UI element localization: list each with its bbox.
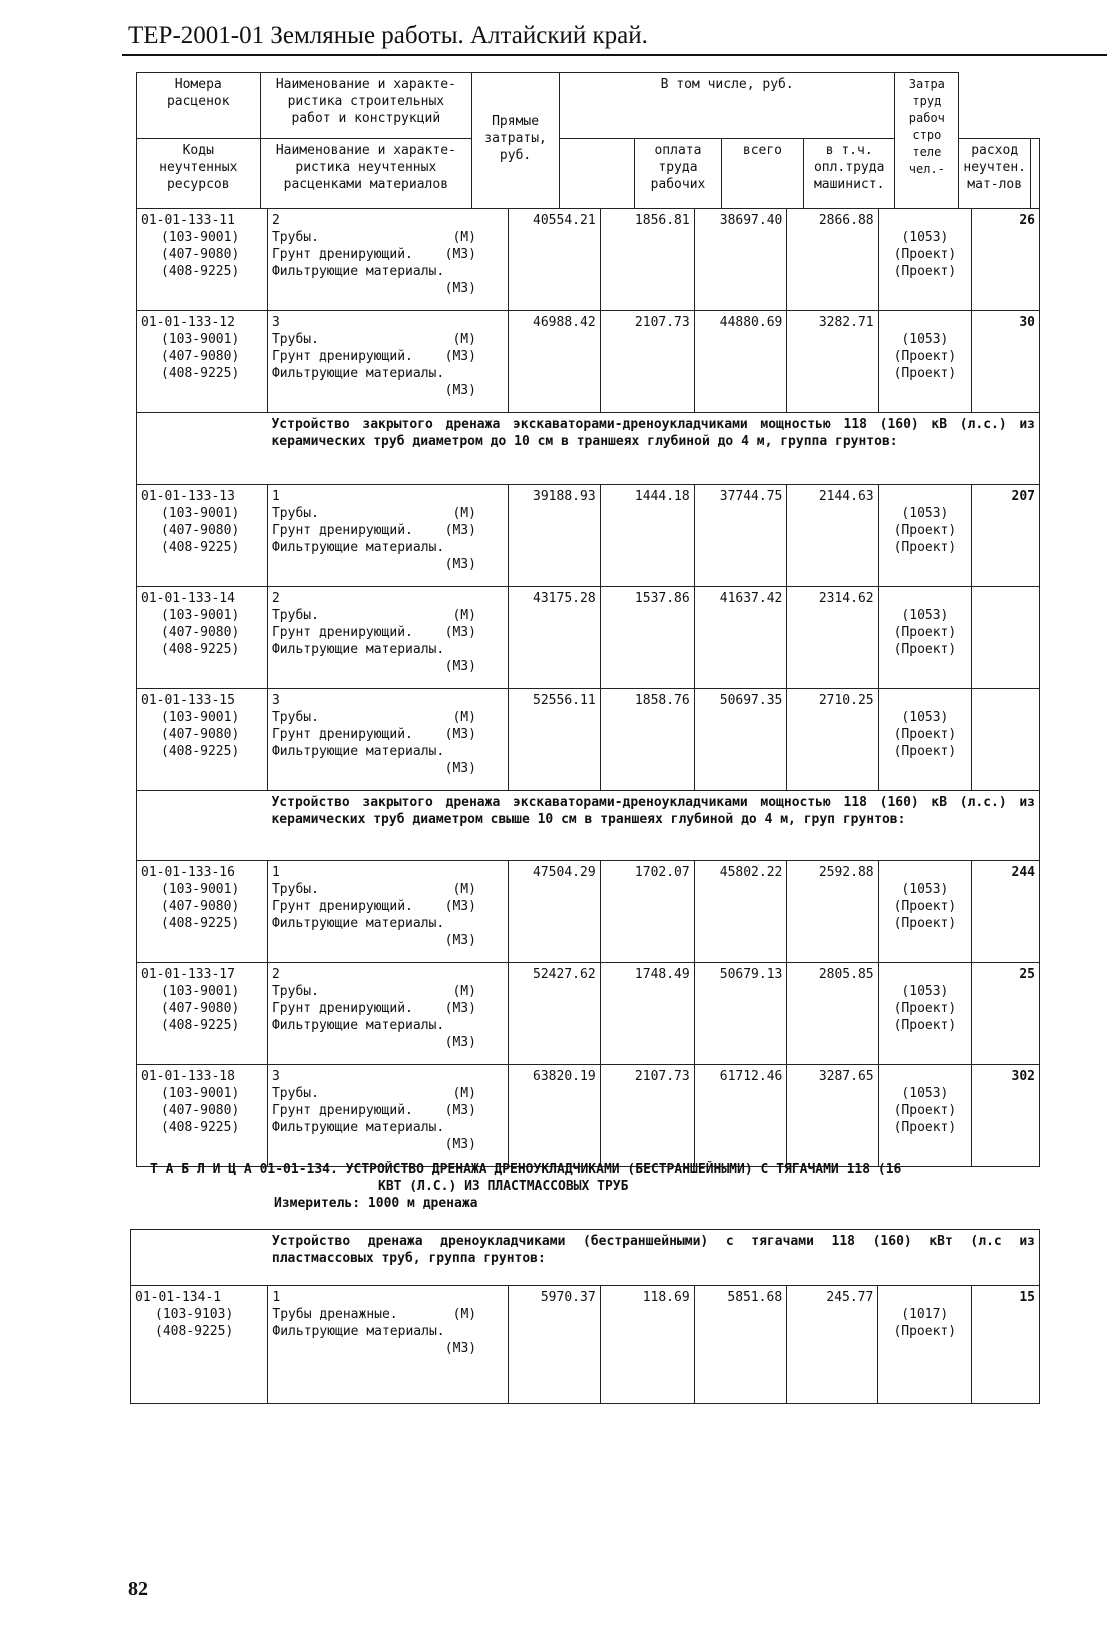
col-header-materials-name: Наименование и характе-ристика неучтенных расценками материалов [260,139,472,209]
soil-group: 2 [271,967,280,982]
material-line [272,331,504,348]
table-row [137,209,1040,311]
value-machines: 38697.40 [694,209,787,311]
page-number: 82 [128,1578,148,1600]
col-header-resource-codes: Коды неучтенных ресурсов [137,139,261,209]
material-unit: (М) [452,506,476,521]
material-unit: (М) [452,332,476,347]
materials-usage-cell [878,587,972,689]
resource-code: (103-9103) [155,1307,234,1322]
material-unit: (М3) [444,349,476,364]
resource-code: (103-9001) [161,710,240,725]
material-line [272,983,504,1000]
resource-code: (103-9001) [161,984,240,999]
soil-group: 1 [272,1290,281,1305]
materials-usage: (1053) [901,1086,949,1101]
rate-code: 01-01-133-16 [141,865,235,880]
value-labor-cost [972,587,1040,689]
value-direct: 47504.29 [508,861,600,963]
materials-usage: (Проект) [893,366,957,381]
value-machinist: 3287.65 [787,1065,878,1167]
table-row [137,1065,1040,1167]
value-labor: 1748.49 [600,963,694,1065]
col-header-labor: оплата труда рабочих [635,139,722,209]
material-name: Грунт дренирующий. [271,523,413,538]
material-unit: (М3) [444,1001,476,1016]
material-line [272,1102,504,1119]
caption-line-2: КВТ (Л.С.) ИЗ ПЛАСТМАССОВЫХ ТРУБ [378,1179,629,1194]
resource-code: (408-9225) [161,366,240,381]
resource-code: (408-9225) [161,642,240,657]
resource-code: (408-9225) [161,1120,240,1135]
value-machinist: 2592.88 [787,861,878,963]
value-labor: 2107.73 [600,311,694,413]
material-unit: (М) [452,882,476,897]
material-name: Трубы. [271,332,319,347]
materials-usage: (1053) [901,506,949,521]
table-row [137,311,1040,413]
material-unit: (М3) [444,247,476,262]
material-unit: (М3) [444,899,476,914]
col-header-labor-cost-cont [1031,139,1040,209]
rate-code-cell [137,1065,268,1167]
table-row [137,485,1040,587]
material-line [272,1306,504,1323]
material-unit: (М3) [444,1341,477,1356]
table-row [137,861,1040,963]
value-machines: 45802.22 [694,861,787,963]
work-description-cell [267,689,508,791]
materials-usage: (1053) [901,230,949,245]
material-name: Трубы. [271,230,319,245]
value-direct: 5970.37 [509,1286,601,1404]
value-machines: 44880.69 [694,311,787,413]
rate-code: 01-01-133-18 [141,1069,235,1084]
value-machinist: 2710.25 [787,689,878,791]
resource-code: (103-9001) [161,1086,240,1101]
material-line [272,522,504,539]
value-labor-cost [972,689,1040,791]
section-title-ceramic-over-10: Устройство закрытого дренажа экскаваторами-дреноукладчиками мощностью 118 (160) кВ (л.с.) из керамических труб диаметром свыше 10 см в траншеях глубиной до 4 м, груп грунтов: [267,791,1039,861]
work-description-cell [267,963,508,1065]
material-name: Трубы. [271,882,319,897]
value-machinist: 2144.63 [787,485,878,587]
resource-code: (103-9001) [161,332,240,347]
material-name: Грунт дренирующий. [271,1103,413,1118]
material-unit: (М3) [444,557,476,572]
materials-usage-cell [878,1286,972,1404]
material-name: Фильтрующие материалы. [272,1324,445,1339]
value-direct: 43175.28 [508,587,600,689]
material-name: Трубы. [271,984,319,999]
resource-code: (407-9080) [161,247,240,262]
col-header-machinist-pay: в т.ч. опл.труда машинист. [804,139,895,209]
resource-code: (408-9225) [155,1324,234,1339]
material-name: Трубы дренажные. [272,1307,398,1322]
soil-group: 2 [271,591,280,606]
table-row [137,689,1040,791]
col-header-direct-costs: Прямые затраты, руб. [472,73,560,209]
material-unit: (М3) [444,383,476,398]
rate-code-cell [137,689,268,791]
rate-code-cell [131,1286,268,1404]
materials-usage: (1053) [901,984,949,999]
material-name: Фильтрующие материалы. [271,916,445,931]
value-labor: 1856.81 [600,209,694,311]
materials-usage-cell [878,1065,972,1167]
value-labor-cost: 244 [972,861,1040,963]
value-direct: 52556.11 [508,689,600,791]
materials-usage-cell [878,209,972,311]
table-row [131,1286,1040,1404]
rates-table-body [136,208,1040,1167]
section-spacer [131,1230,268,1286]
value-machines: 41637.42 [694,587,787,689]
resource-code: (407-9080) [161,899,240,914]
work-description-cell [267,209,508,311]
materials-usage: (1053) [901,608,949,623]
material-line [272,607,504,624]
materials-usage: (1053) [901,882,949,897]
resource-code: (408-9225) [161,264,240,279]
material-line [272,505,504,522]
materials-usage: (1053) [901,332,949,347]
value-labor: 1444.18 [600,485,694,587]
value-direct: 39188.93 [508,485,600,587]
value-labor: 2107.73 [600,1065,694,1167]
resource-code: (103-9001) [161,230,240,245]
value-machines: 61712.46 [694,1065,787,1167]
material-unit: (М3) [444,625,476,640]
rate-code-cell [137,587,268,689]
material-line [272,881,504,898]
caption-line-1: Т А Б Л И Ц А 01-01-134. УСТРОЙСТВО ДРЕНАЖА ДРЕНОУКЛАДЧИКАМИ (БЕСТРАНШЕЙНЫМИ) С ТЯГАЧАМИ 118 (16 [150,1162,902,1177]
value-direct: 63820.19 [508,1065,600,1167]
value-labor: 1537.86 [600,587,694,689]
soil-group: 3 [271,315,280,330]
materials-usage: (Проект) [893,744,957,759]
work-description-cell [267,311,508,413]
section-spacer [137,413,268,485]
material-name: Грунт дренирующий. [271,727,413,742]
material-name: Трубы. [271,506,319,521]
section-title-ceramic-10: Устройство закрытого дренажа экскаваторами-дреноукладчиками мощностью 118 (160) кВ (л.с.) из керамических труб диаметром до 10 см в траншеях глубиной до 4 м, группа грунтов: [267,413,1039,485]
work-description-cell [267,485,508,587]
materials-usage: (Проект) [893,727,957,742]
value-machines: 50697.35 [694,689,787,791]
rows-group-a [137,209,1040,413]
soil-group: 1 [271,865,280,880]
material-unit: (М3) [444,933,476,948]
value-direct: 40554.21 [508,209,600,311]
section-title-plastic: Устройство дренажа дреноукладчиками (бестраншейными) с тягачами 118 (160) кВт (л.с из пластмассовых труб, группа грунтов: [268,1230,1040,1286]
rates-table-134 [130,1229,1040,1404]
materials-usage-cell [878,963,972,1065]
material-name: Трубы. [271,1086,319,1101]
value-machinist: 2866.88 [787,209,878,311]
rate-code: 01-01-133-12 [141,315,235,330]
value-machinist: 2314.62 [787,587,878,689]
resource-code: (408-9225) [161,916,240,931]
material-unit: (М) [452,608,476,623]
material-unit: (М) [452,984,476,999]
material-line [272,898,504,915]
resource-code: (407-9080) [161,625,240,640]
resource-code: (408-9225) [161,540,240,555]
material-name: Фильтрующие материалы. [271,1120,445,1135]
material-name: Фильтрующие материалы. [271,1018,445,1033]
work-description-cell [267,1065,508,1167]
table-row [137,963,1040,1065]
value-labor: 1702.07 [600,861,694,963]
rate-code: 01-01-133-14 [141,591,235,606]
value-machines: 50679.13 [694,963,787,1065]
material-name: Грунт дренирующий. [271,899,413,914]
material-name: Фильтрующие материалы. [271,744,445,759]
value-labor-cost: 15 [972,1286,1040,1404]
resource-code: (103-9001) [161,506,240,521]
material-unit: (М) [452,1086,476,1101]
resource-code: (408-9225) [161,1018,240,1033]
rates-table-main [136,72,1040,209]
material-name: Фильтрующие материалы. [271,540,445,555]
rate-code-cell [137,209,268,311]
material-line [272,229,504,246]
rate-code: 01-01-133-11 [141,213,235,228]
materials-usage: (Проект) [893,625,957,640]
value-labor-cost: 30 [972,311,1040,413]
col-header-including: В том числе, руб. [560,73,895,139]
soil-group: 1 [271,489,280,504]
value-machines: 5851.68 [694,1286,787,1404]
rows-group-b [137,485,1040,791]
value-machinist: 245.77 [787,1286,878,1404]
work-description-cell [267,587,508,689]
rate-code-cell [137,963,268,1065]
caption-line-3: Измеритель: 1000 м дренажа [274,1196,478,1211]
materials-usage: (Проект) [893,916,957,931]
materials-usage-cell [878,689,972,791]
col-header-rate-numbers: Номера расценок [137,73,261,139]
materials-usage: (Проект) [893,1324,957,1339]
rows-group-d [131,1286,1040,1404]
resource-code: (407-9080) [161,727,240,742]
materials-usage: (1017) [901,1307,949,1322]
materials-usage: (Проект) [893,247,957,262]
section-spacer [137,791,268,861]
value-labor-cost: 302 [972,1065,1040,1167]
table-caption [150,1161,1040,1212]
resource-code: (407-9080) [161,523,240,538]
rate-code-cell [137,485,268,587]
materials-usage: (Проект) [893,264,957,279]
rate-code: 01-01-133-17 [141,967,235,982]
material-unit: (М3) [444,1035,476,1050]
material-name: Трубы. [271,608,319,623]
work-description-cell [268,1286,509,1404]
resource-code: (407-9080) [161,1001,240,1016]
value-direct: 46988.42 [508,311,600,413]
value-labor-cost: 207 [972,485,1040,587]
value-machinist: 2805.85 [787,963,878,1065]
material-line [272,709,504,726]
material-unit: (М) [452,710,476,725]
materials-usage-cell [878,311,972,413]
soil-group: 3 [271,1069,280,1084]
value-direct: 52427.62 [508,963,600,1065]
material-unit: (М3) [444,761,476,776]
materials-usage-cell [878,861,972,963]
material-unit: (М3) [444,281,476,296]
material-name: Грунт дренирующий. [271,349,413,364]
resource-code: (407-9080) [161,349,240,364]
resource-code: (103-9001) [161,882,240,897]
material-name: Грунт дренирующий. [271,1001,413,1016]
material-name: Фильтрующие материалы. [271,642,445,657]
material-name: Грунт дренирующий. [271,247,413,262]
material-line [272,726,504,743]
col-header-machines-all: всего [721,139,803,209]
rate-code-cell [137,861,268,963]
rate-code: 01-01-133-15 [141,693,235,708]
material-line [272,348,504,365]
materials-usage: (Проект) [893,523,957,538]
material-unit: (М3) [444,659,476,674]
resource-code: (408-9225) [161,744,240,759]
col-header-work-name: Наименование и характе-ристика строительных работ и конструкций [260,73,472,139]
material-line [272,624,504,641]
rows-group-c [137,861,1040,1167]
material-unit: (М) [452,230,476,245]
material-unit: (М3) [444,1103,476,1118]
material-line [272,246,504,263]
material-name: Фильтрующие материалы. [271,264,445,279]
table-row [137,587,1040,689]
value-labor-cost: 25 [972,963,1040,1065]
col-header-labor-cost: Затра труд рабоч стро теле чел.- [895,73,959,209]
material-unit: (М3) [444,523,476,538]
rate-code-cell [137,311,268,413]
material-line [272,1085,504,1102]
material-line [272,1000,504,1017]
value-machinist: 3282.71 [787,311,878,413]
work-description-cell [267,861,508,963]
soil-group: 2 [271,213,280,228]
materials-usage: (Проект) [893,899,957,914]
materials-usage: (Проект) [893,1018,957,1033]
soil-group: 3 [271,693,280,708]
value-labor: 1858.76 [600,689,694,791]
materials-usage: (Проект) [893,642,957,657]
material-name: Трубы. [271,710,319,725]
material-unit: (М3) [444,1137,476,1152]
resource-code: (103-9001) [161,608,240,623]
material-name: Фильтрующие материалы. [271,366,445,381]
materials-usage: (Проект) [893,1120,957,1135]
materials-usage: (Проект) [893,1001,957,1016]
resource-code: (407-9080) [161,1103,240,1118]
page-header: ТЕР-2001-01 Земляные работы. Алтайский край. [128,22,648,49]
materials-usage: (Проект) [893,349,957,364]
materials-usage-cell [878,485,972,587]
material-unit: (М3) [444,727,476,742]
material-unit: (М) [452,1307,477,1322]
rate-code: 01-01-133-13 [141,489,235,504]
material-name: Грунт дренирующий. [271,625,413,640]
rate-code: 01-01-134-1 [135,1290,222,1305]
materials-usage: (Проект) [893,1103,957,1118]
col-header-empty [560,139,635,209]
value-machines: 37744.75 [694,485,787,587]
value-labor: 118.69 [600,1286,694,1404]
materials-usage: (Проект) [893,540,957,555]
value-labor-cost: 26 [972,209,1040,311]
materials-usage: (1053) [901,710,949,725]
col-header-materials-usage: расход неучтен. мат-лов [959,139,1031,209]
